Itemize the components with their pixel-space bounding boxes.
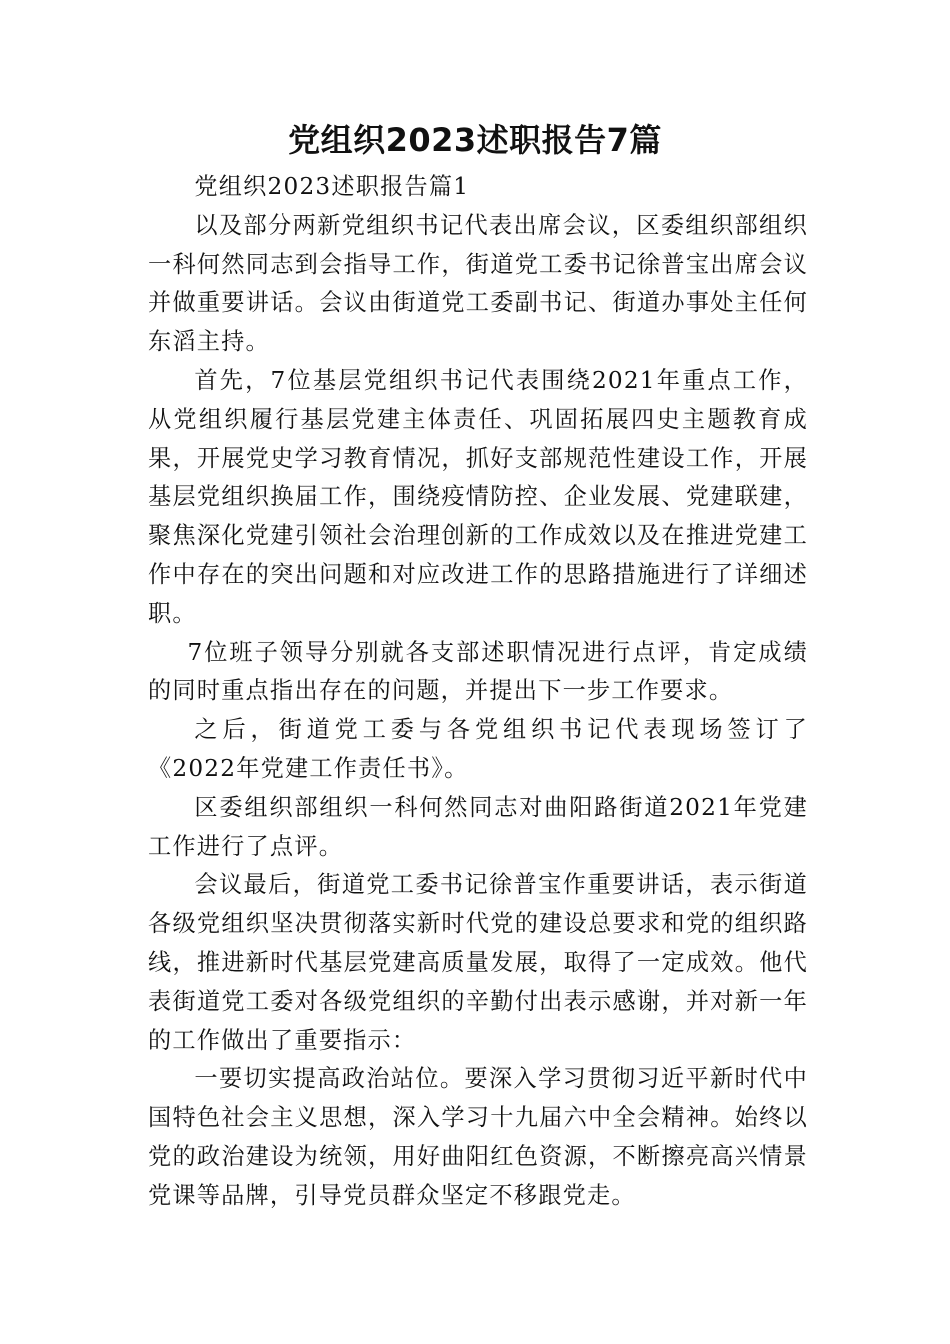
section-heading: 党组织2023述职报告篇1 (194, 173, 470, 200)
paragraph: 以及部分两新党组织书记代表出席会议，区委组织部组织一科何然同志到会指导工作，街道党工委书记徐普宝出席会议并做重要讲话。会议由街道党工委副书记、街道办事处主任何东滔主持。 (148, 211, 808, 356)
paragraph: 首先，7位基层党组织书记代表围绕2021年重点工作，从党组织履行基层党建主体责任、巩固拓展四史主题教育成果，开展党史学习教育情况，抓好支部规范性建设工作，开展基层党组织换届工作，围绕疫情防控、企业发展、党建联建，聚焦深化党建引领社会治理创新的工作成效以及在推进党建工作中存在的突出问题和对应改进工作的思路措施进行了详细述职。 (148, 366, 808, 627)
paragraph: 会议最后，街道党工委书记徐普宝作重要讲话，表示街道各级党组织坚决贯彻落实新时代党的建设总要求和党的组织路线，推进新时代基层党建高质量发展，取得了一定成效。他代表街道党工委对各级党组织的辛勤付出表示感谢，并对新一年的工作做出了重要指示： (148, 871, 808, 1054)
document-body (148, 168, 808, 1216)
document-title: 党组织2023述职报告7篇 (288, 121, 662, 159)
paragraph: 7位班子领导分别就各支部述职情况进行点评，肯定成绩的同时重点指出存在的问题，并提出下一步工作要求。 (148, 638, 808, 705)
paragraph: 之后，街道党工委与各党组织书记代表现场签订了《2022年党建工作责任书》。 (148, 716, 808, 782)
paragraph: 一要切实提高政治站位。要深入学习贯彻习近平新时代中国特色社会主义思想，深入学习十九届六中全会精神。始终以党的政治建设为统领，用好曲阳红色资源，不断擦亮高兴情景党课等品牌，引导党员群众坚定不移跟党走。 (148, 1065, 808, 1209)
paragraph: 区委组织部组织一科何然同志对曲阳路街道2021年党建工作进行了点评。 (148, 793, 808, 860)
